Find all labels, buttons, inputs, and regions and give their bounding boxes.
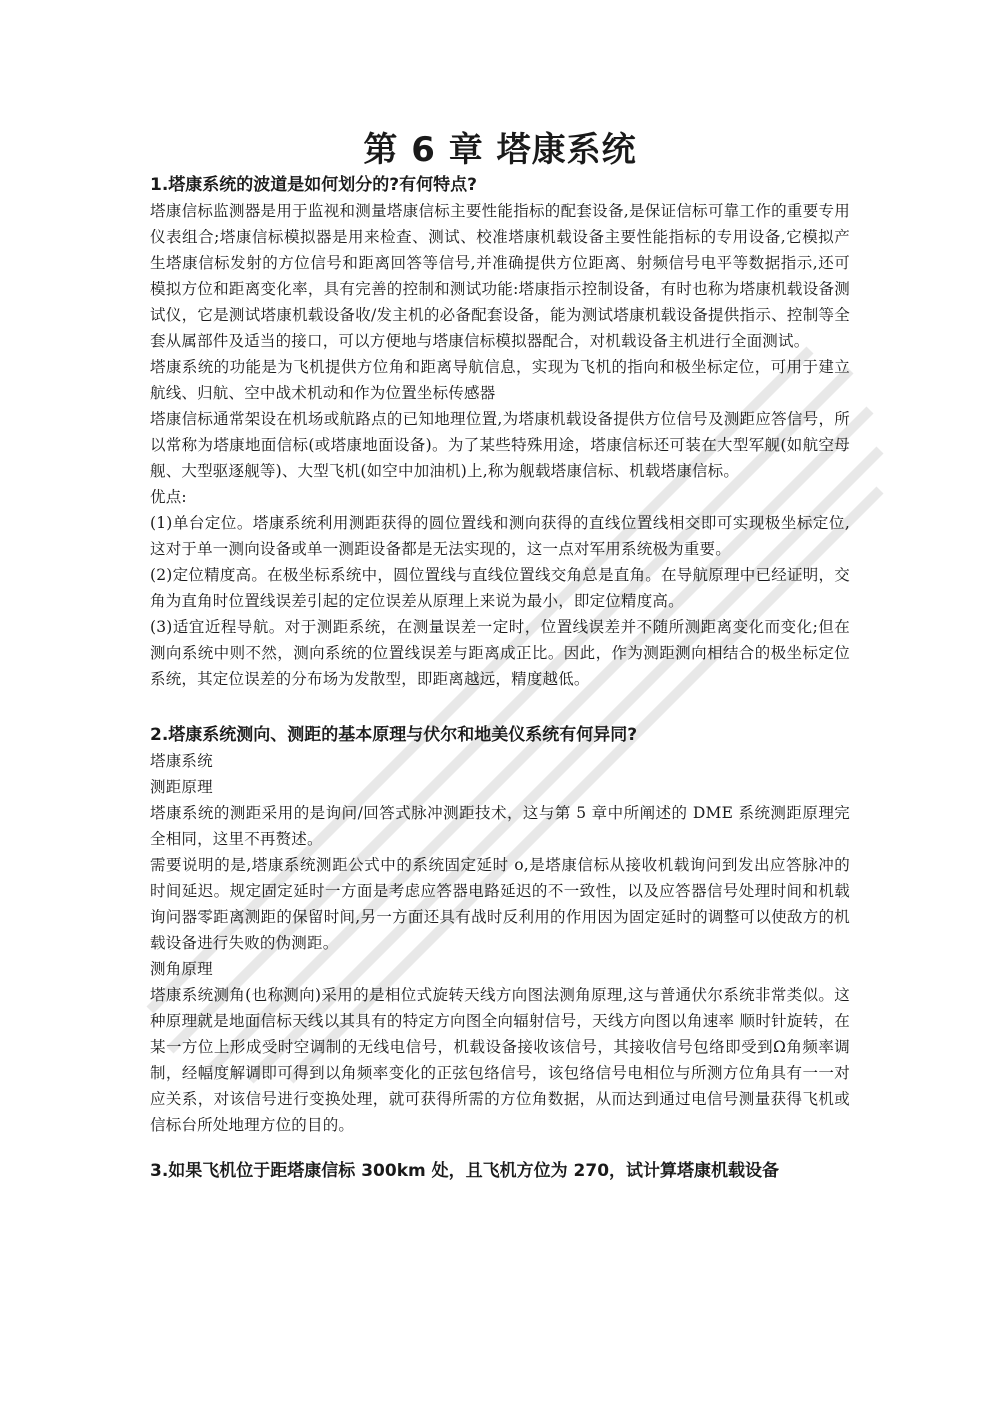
question-2-title: 2.塔康系统测向、测距的基本原理与伏尔和地美仪系统有何异同? (150, 725, 638, 745)
q1-paragraph: 塔康信标通常架设在机场或航路点的已知地理位置,为塔康机载设备提供方位信号及测距应答信号，所以常称为塔康地面信标(或塔康地面设备)。为了某些特殊用途，塔康信标还可装在大型军舰(如航空母舰、大型驱逐舰等)、大型飞机(如空中加油机)上,称为舰载塔康信标、机载塔康信标。 (150, 410, 850, 480)
q2-subheading: 测距原理 (150, 778, 213, 796)
q1-advantages-label: 优点: (150, 488, 187, 506)
document-body (150, 172, 850, 1184)
q2-paragraph: 需要说明的是,塔康系统测距公式中的系统固定延时 o,是塔康信标从接收机载询问到发出应答脉冲的时间延迟。规定固定延时一方面是考虑应答器电路延迟的不一致性，以及应答器信号处理时间和机载询问器零距离测距的保留时间,另一方面还具有战时反利用的作用因为固定延时的调整可以使敌方的机载设备进行失败的伪测距。 (150, 856, 850, 952)
q1-paragraph: 塔康信标监测器是用于监视和测量塔康信标主要性能指标的配套设备,是保证信标可靠工作的重要专用仪表组合;塔康信标模拟器是用来检查、测试、校准塔康机载设备主要性能指标的专用设备,它模拟产生塔康信标发射的方位信号和距离回答等信号,并准确提供方位距离、射频信号电平等数据指示,还可模拟方位和距离变化率，具有完善的控制和测试功能:塔康指示控制设备，有时也称为塔康机载设备测试仪，它是测试塔康机载设备收/发主机的必备配套设备，能为测试塔康机载设备提供指示、控制等全套从属部件及适当的接口，可以方便地与塔康信标模拟器配合，对机载设备主机进行全面测试。 (150, 202, 850, 350)
chapter-title: 第 6 章 塔康系统 (363, 130, 637, 170)
q1-advantage-item: (2)定位精度高。在极坐标系统中，圆位置线与直线位置线交角总是直角。在导航原理中已经证明，交角为直角时位置线误差引起的定位误差从原理上来说为最小，即定位精度高。 (150, 566, 850, 610)
q2-paragraph: 塔康系统测角(也称测向)采用的是相位式旋转天线方向图法测角原理,这与普通伏尔系统非常类似。这种原理就是地面信标天线以其具有的特定方向图全向辐射信号，天线方向图以角速率 顺时针旋转，在某一方位上形成受时空调制的无线电信号，机载设备接收该信号，其接收信号包络即受到Ω角频率调制，经幅度解调即可得到以角频率变化的正弦包络信号，该包络信号电相位与所测方位角具有一一对应关系，对该信号进行变换处理，就可获得所需的方位角数据，从而达到通过电信号测量获得飞机或信标台所处地理方位的目的。 (150, 986, 850, 1134)
q1-advantage-item: (3)适宜近程导航。对于测距系统，在测量误差一定时，位置线误差并不随所测距离变化而变化;但在测向系统中则不然，测向系统的位置线误差与距离成正比。因此，作为测距测向相结合的极坐标定位系统，其定位误差的分布场为发散型，即距离越远，精度越低。 (150, 618, 850, 688)
question-3-title: 3.如果飞机位于距塔康信标 300km 处，且飞机方位为 270，试计算塔康机载设备 (150, 1161, 780, 1181)
q2-subheading: 塔康系统 (150, 752, 213, 770)
q2-subheading: 测角原理 (150, 960, 213, 978)
q1-paragraph: 塔康系统的功能是为飞机提供方位角和距离导航信息，实现为飞机的指向和极坐标定位，可用于建立航线、归航、空中战术机动和作为位置坐标传感器 (150, 358, 850, 402)
q2-paragraph: 塔康系统的测距采用的是询问/回答式脉冲测距技术，这与第 5 章中所阐述的 DME 系统测距原理完全相同，这里不再赘述。 (150, 804, 850, 848)
question-1-title: 1.塔康系统的波道是如何划分的?有何特点? (150, 175, 478, 195)
q1-advantage-item: (1)单台定位。塔康系统利用测距获得的圆位置线和测向获得的直线位置线相交即可实现极坐标定位,这对于单一测向设备或单一测距设备都是无法实现的，这一点对军用系统极为重要。 (150, 514, 850, 558)
